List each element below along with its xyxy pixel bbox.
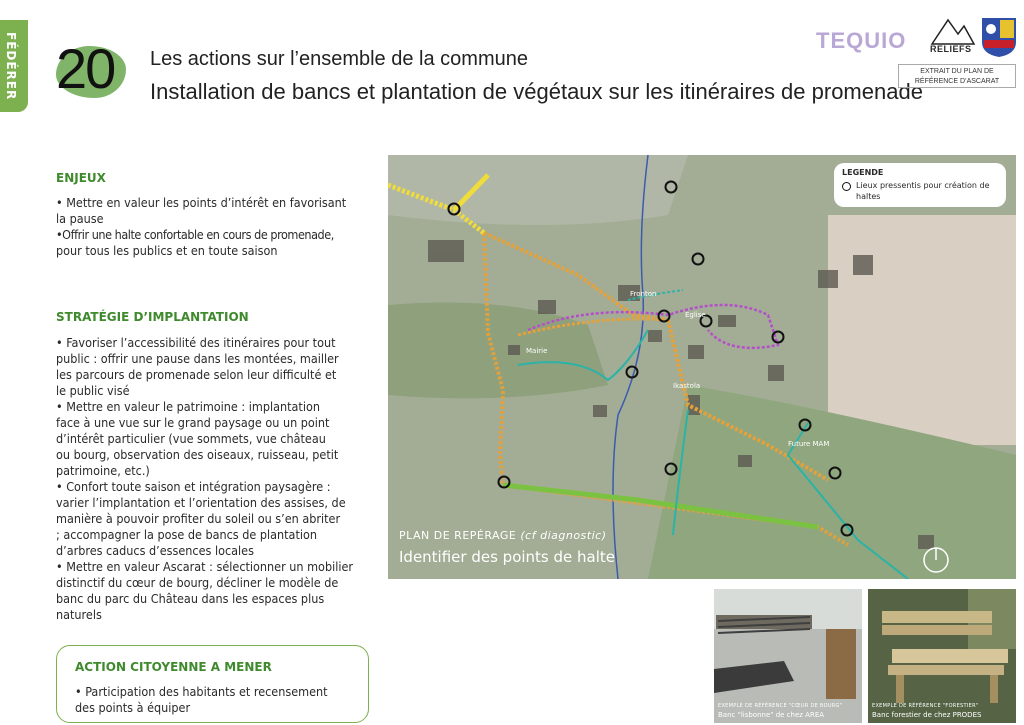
photo-bench-bourg xyxy=(714,589,862,723)
photo-ref: EXEMPLE DE RÉFÉRENCE "FORESTIER" xyxy=(872,703,979,709)
action-heading: ACTION CITOYENNE A MENER xyxy=(75,660,272,674)
legend-title: LEGENDE xyxy=(842,168,884,177)
reliefs-logo-icon xyxy=(928,16,976,68)
page-subtitle: Installation de bancs et plantation de végétaux sur les itinéraires de promenade xyxy=(150,79,923,104)
caption-note: (cf diagnostic) xyxy=(520,529,607,542)
action-line: • Participation des habitants et recensement xyxy=(75,684,328,699)
enjeux-heading: ENJEUX xyxy=(56,171,106,185)
strategie-line: distinctif du cœur de bourg, décliner le modèle de xyxy=(56,575,339,590)
legend-item xyxy=(842,180,998,202)
reliefs-logo-text: RELIEFS xyxy=(930,44,972,54)
enjeux-text xyxy=(56,195,372,259)
strategie-line: varier l’implantation et l’orientation des assises, de xyxy=(56,495,346,510)
action-box xyxy=(56,645,369,723)
enjeux-line: pour tous les publics et en toute saison xyxy=(56,243,278,258)
strategie-line: ; accompagner la pose de bancs de plantation xyxy=(56,527,317,542)
strategie-line: face à une vue sur le grand paysage ou un point xyxy=(56,415,330,430)
label-mairie: Mairie xyxy=(526,347,548,355)
side-tab-label: FÉDÉRER xyxy=(4,32,18,101)
photo-bench-forestier xyxy=(868,589,1016,723)
legend-item-label: Lieux pressentis pour création de haltes xyxy=(856,181,990,201)
label-future-mam: Future MAM xyxy=(788,440,830,448)
map-caption-prefix xyxy=(399,529,607,542)
section-number: 20 xyxy=(56,37,115,100)
strategie-line: • Favoriser l’accessibilité des itinéraires pour tout xyxy=(56,335,336,350)
strategie-line: • Mettre en valeur Ascarat : sélectionner un mobilier xyxy=(56,559,353,574)
label-eglise: Eglise xyxy=(685,311,706,319)
enjeux-line: la pause xyxy=(56,211,104,226)
map-caption-main: Identifier des points de halte xyxy=(399,548,616,566)
strategie-line: les parcours de promenade selon leur difficulté et xyxy=(56,367,337,382)
label-ikastola: Ikastola xyxy=(673,382,701,390)
strategie-line: banc du parc du Château dans les espaces plus xyxy=(56,591,325,606)
strategie-heading: STRATÉGIE D’IMPLANTATION xyxy=(56,310,249,324)
map-graphic xyxy=(388,155,1016,579)
aerial-map xyxy=(388,155,1016,579)
map-legend xyxy=(834,163,1006,207)
strategie-line: manière à pouvoir profiter du soleil ou s’en abriter xyxy=(56,511,341,526)
photo-ref: EXEMPLE DE RÉFÉRENCE "CŒUR DE BOURG" xyxy=(718,703,843,709)
enjeux-line: •Offrir une halte confortable en cours de promenade, xyxy=(56,227,334,242)
action-line: des points à équiper xyxy=(75,700,191,715)
commune-crest-icon xyxy=(980,16,1018,58)
photo-name: Banc "lisbonne" de chez AREA xyxy=(718,711,825,719)
strategie-line: ou bourg, observation des oiseaux, ruisseau, petit xyxy=(56,447,339,462)
photo-caption xyxy=(718,702,842,720)
photo-caption xyxy=(872,702,981,720)
strategie-line: d’arbres caducs d’essences locales xyxy=(56,543,254,558)
tequio-logo: TEQUIO xyxy=(816,28,907,53)
page-title: Les actions sur l’ensemble de la commune xyxy=(150,48,528,70)
caption-prefix: PLAN DE REPÉRAGE xyxy=(399,529,517,542)
strategie-line: patrimoine, etc.) xyxy=(56,463,150,478)
label-fronton: Fronton xyxy=(630,290,657,298)
photo-name: Banc forestier de chez PRODES xyxy=(872,711,982,719)
action-text xyxy=(75,684,365,716)
strategie-text xyxy=(56,335,372,623)
strategie-line: naturels xyxy=(56,607,102,622)
strategie-line: le public visé xyxy=(56,383,130,398)
halt-circle-icon xyxy=(842,182,851,191)
strategie-line: public : offrir une pause dans les montées, mailler xyxy=(56,351,339,366)
strategie-line: • Mettre en valeur le patrimoine : implantation xyxy=(56,399,320,414)
strategie-line: d’intérêt particulier (vue sommets, vue château xyxy=(56,431,326,446)
side-tab xyxy=(0,20,28,112)
extrait-badge: EXTRAIT DU PLAN DE RÉFÉRENCE D’ASCARAT xyxy=(898,64,1016,88)
enjeux-line: • Mettre en valeur les points d’intérêt en favorisant xyxy=(56,195,347,210)
strategie-line: • Confort toute saison et intégration paysagère : xyxy=(56,479,331,494)
